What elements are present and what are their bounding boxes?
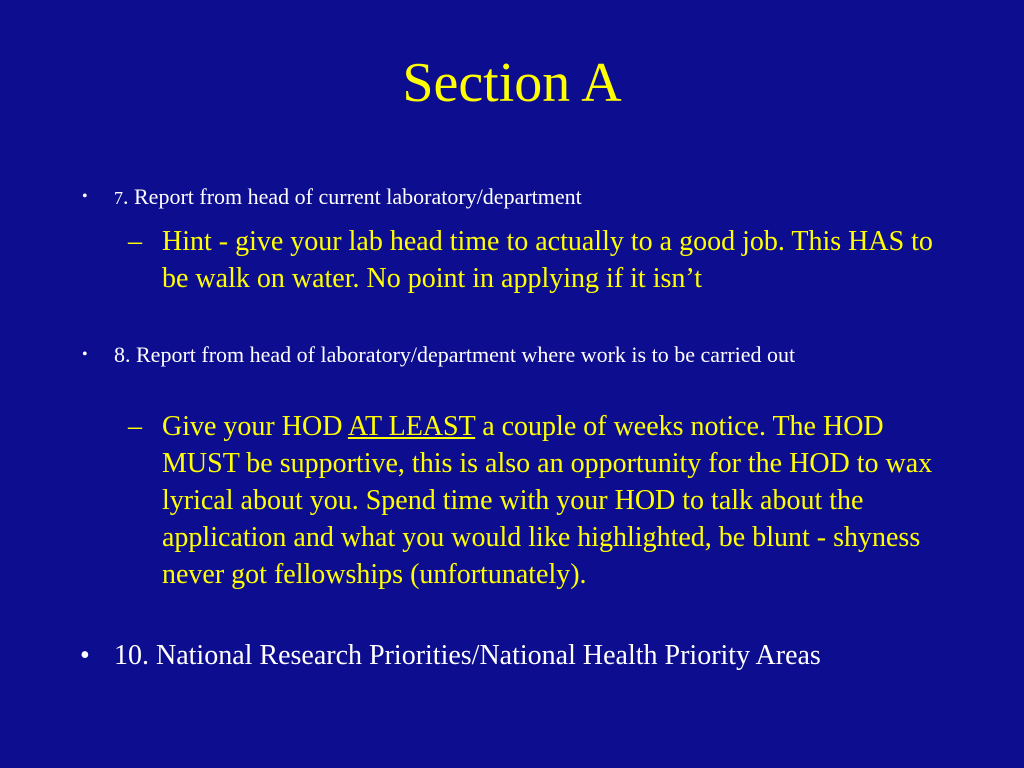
bullet-icon: • — [82, 346, 88, 363]
bullet-icon: • — [80, 640, 90, 671]
bullet-number: 7 — [114, 188, 123, 208]
bullet-icon: • — [82, 188, 88, 205]
bullet-item-8 — [76, 340, 906, 370]
sub-item-text: Hint - give your lab head time to actually to a good job. This HAS to be walk on water. No point in applying if it isn’t — [162, 226, 933, 294]
dash-icon: – — [128, 411, 142, 442]
slide-title: Section A — [402, 52, 622, 114]
bullet-text: 8. Report from head of laboratory/department where work is to be carried out — [114, 342, 796, 367]
bullet-item-7 — [76, 182, 906, 213]
dash-icon: – — [128, 226, 142, 257]
emphasis-at-least: AT LEAST — [347, 411, 476, 442]
bullet-text — [114, 182, 582, 213]
bullet-text: 10. National Research Priorities/National Health Priority Areas — [114, 640, 821, 671]
sub-item-hint — [128, 223, 942, 297]
bullet-item-10 — [76, 637, 916, 674]
sub-text-before: Give your HOD — [162, 411, 348, 442]
bullet-text-body: . Report from head of current laboratory/department — [123, 184, 582, 209]
sub-text-after: a couple of weeks notice. The HOD MUST be supportive, this is also an opportunity for the HOD to wax lyrical about you. Spend time with your HOD to talk about the application and what you would like highlighted, be blunt - shyness never got fellowships (unfortunately). — [162, 411, 933, 590]
sub-item-text — [162, 408, 942, 593]
sub-item-hod — [128, 408, 942, 593]
